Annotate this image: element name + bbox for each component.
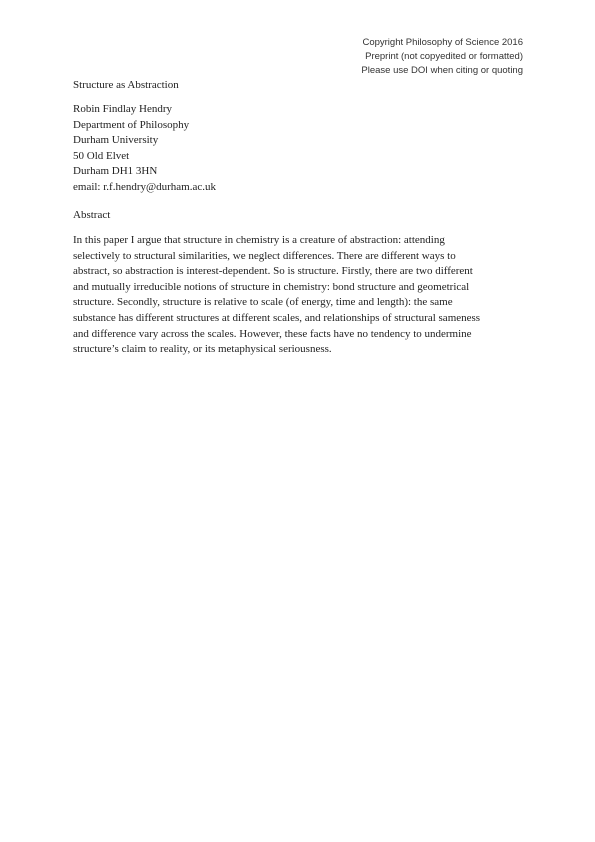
author-city: Durham DH1 3HN [73, 165, 158, 177]
author-department: Department of Philosophy [73, 118, 190, 131]
abstract-line: In this paper I argue that structure in chemistry is a creature of abstraction: attending [73, 234, 445, 246]
copyright-line: Copyright Philosophy of Science 2016 [362, 37, 523, 48]
abstract-line: structure’s claim to reality, or its metaphysical seriousness. [73, 343, 332, 356]
author-name: Robin Findlay Hendry [73, 103, 172, 115]
abstract-line: selectively to structural similarities, we neglect differences. There are different ways to [73, 249, 456, 262]
author-university: Durham University [73, 134, 159, 146]
abstract-line: and difference vary across the scales. However, these facts have no tendency to undermine [73, 327, 472, 340]
abstract-body [73, 233, 480, 358]
abstract-line: and mutually irreducible notions of structure in chemistry: bond structure and geometrical [73, 280, 470, 293]
abstract-line: structure. Secondly, structure is relative to scale (of energy, time and length): the same [73, 296, 453, 309]
abstract-line: abstract, so abstraction is interest-dependent. So is structure. Firstly, there are two different [73, 265, 473, 278]
paper-title: Structure as Abstraction [73, 79, 179, 91]
abstract-line: substance has different structures at different scales, and relationships of structural sameness [73, 311, 481, 324]
author-address-block [73, 102, 216, 195]
copyright-notice [361, 36, 523, 78]
author-email: email: r.f.hendry@durham.ac.uk [73, 180, 216, 193]
author-street: 50 Old Elvet [73, 149, 130, 162]
abstract-heading: Abstract [73, 209, 111, 221]
preprint-line: Preprint (not copyedited or formatted) [365, 51, 523, 62]
doi-notice-line: Please use DOI when citing or quoting [361, 65, 523, 76]
